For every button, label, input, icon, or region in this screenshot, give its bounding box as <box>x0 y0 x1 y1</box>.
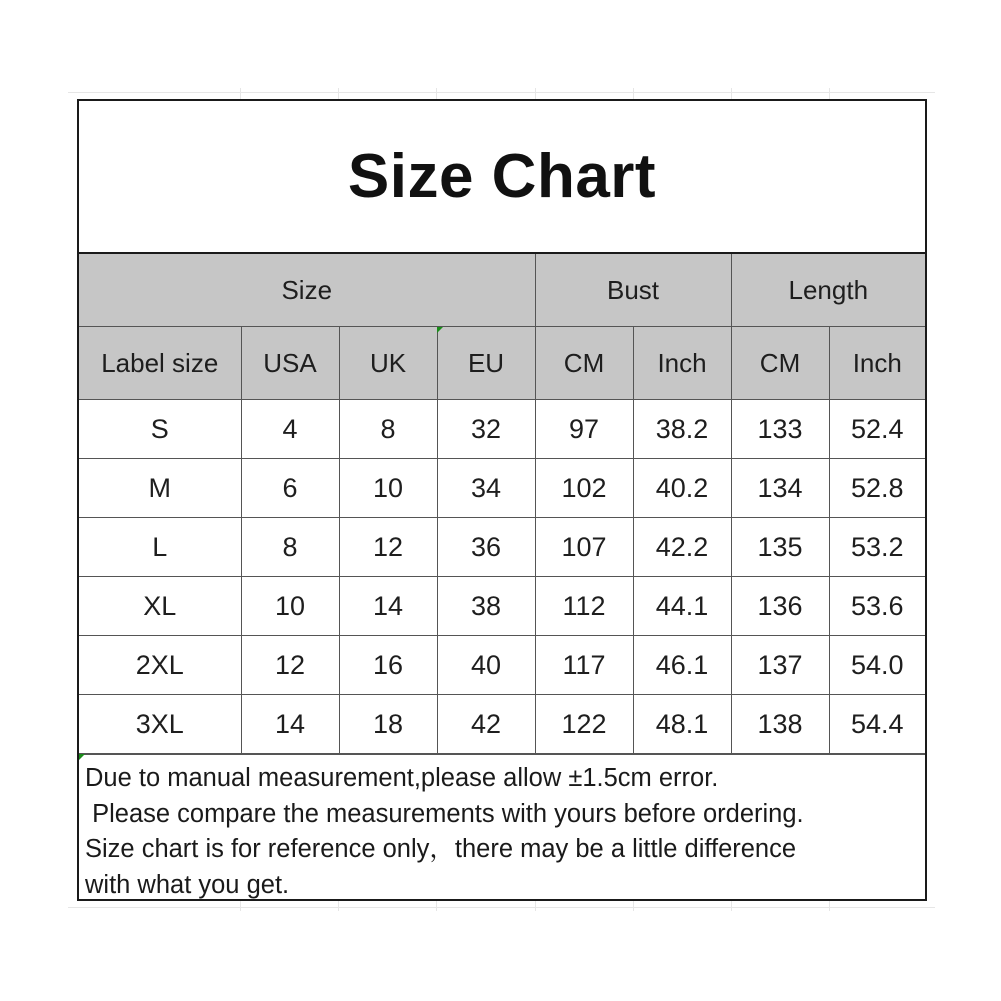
table-cell[interactable]: L <box>79 518 241 577</box>
table-cell[interactable]: 12 <box>241 636 339 695</box>
table-cell[interactable]: 133 <box>731 400 829 459</box>
note-cell[interactable] <box>79 754 925 899</box>
group-header-row <box>79 254 925 327</box>
table-cell[interactable]: 54.4 <box>829 695 925 754</box>
table-cell[interactable]: 107 <box>535 518 633 577</box>
table-row <box>79 518 925 577</box>
table-cell[interactable]: 40.2 <box>633 459 731 518</box>
column-header-eu[interactable]: EU <box>437 327 535 400</box>
table-cell[interactable]: 38.2 <box>633 400 731 459</box>
column-header-length-inch[interactable]: Inch <box>829 327 925 400</box>
table-row <box>79 636 925 695</box>
table-cell[interactable]: 136 <box>731 577 829 636</box>
table-cell[interactable]: 112 <box>535 577 633 636</box>
table-cell[interactable]: 53.2 <box>829 518 925 577</box>
table-cell[interactable]: 38 <box>437 577 535 636</box>
table-cell[interactable]: M <box>79 459 241 518</box>
page-title: Size Chart <box>347 142 657 211</box>
title-cell[interactable] <box>79 101 925 254</box>
table-row <box>79 577 925 636</box>
table-row <box>79 695 925 754</box>
table-cell[interactable]: S <box>79 400 241 459</box>
table-cell[interactable]: 32 <box>437 400 535 459</box>
cell-comment-marker <box>437 327 443 333</box>
table-cell[interactable]: 2XL <box>79 636 241 695</box>
table-cell[interactable]: 8 <box>241 518 339 577</box>
table-cell[interactable]: 52.8 <box>829 459 925 518</box>
table-cell[interactable]: 54.0 <box>829 636 925 695</box>
table-cell[interactable]: 97 <box>535 400 633 459</box>
table-cell[interactable]: XL <box>79 577 241 636</box>
table-cell[interactable]: 34 <box>437 459 535 518</box>
table-cell[interactable]: 10 <box>241 577 339 636</box>
table-cell[interactable]: 12 <box>339 518 437 577</box>
table-cell[interactable]: 138 <box>731 695 829 754</box>
table-cell[interactable]: 36 <box>437 518 535 577</box>
column-header-usa[interactable]: USA <box>241 327 339 400</box>
column-header-bust-cm[interactable]: CM <box>535 327 633 400</box>
column-header-bust-inch[interactable]: Inch <box>633 327 731 400</box>
table-cell[interactable]: 134 <box>731 459 829 518</box>
table-cell[interactable]: 42.2 <box>633 518 731 577</box>
table-cell[interactable]: 4 <box>241 400 339 459</box>
table-row <box>79 459 925 518</box>
size-chart-sheet <box>77 99 927 901</box>
note-line: Please compare the measurements with yours before ordering. <box>85 799 804 828</box>
column-header-uk[interactable]: UK <box>339 327 437 400</box>
table-cell[interactable]: 8 <box>339 400 437 459</box>
column-header-length-cm[interactable]: CM <box>731 327 829 400</box>
table-cell[interactable]: 46.1 <box>633 636 731 695</box>
table-cell[interactable]: 135 <box>731 518 829 577</box>
cell-comment-marker <box>79 754 85 760</box>
table-cell[interactable]: 117 <box>535 636 633 695</box>
table-cell[interactable]: 44.1 <box>633 577 731 636</box>
table-cell[interactable]: 53.6 <box>829 577 925 636</box>
note-line: with what you get. <box>85 870 290 899</box>
column-header-row <box>79 327 925 400</box>
sheet-gridline <box>68 92 935 93</box>
table-cell[interactable]: 6 <box>241 459 339 518</box>
group-header-bust[interactable]: Bust <box>535 254 731 327</box>
table-row <box>79 400 925 459</box>
column-header-label-size[interactable]: Label size <box>79 327 241 400</box>
note-line: Due to manual measurement,please allow ±1.5cm error. <box>85 764 719 792</box>
table-cell[interactable]: 14 <box>241 695 339 754</box>
table-cell[interactable]: 52.4 <box>829 400 925 459</box>
table-cell[interactable]: 48.1 <box>633 695 731 754</box>
table-cell[interactable]: 16 <box>339 636 437 695</box>
note-line: Size chart is for reference only，there may be a little difference <box>85 835 797 863</box>
table-cell[interactable]: 3XL <box>79 695 241 754</box>
table-cell[interactable]: 14 <box>339 577 437 636</box>
sheet-gridline <box>68 907 935 908</box>
table-cell[interactable]: 40 <box>437 636 535 695</box>
table-cell[interactable]: 122 <box>535 695 633 754</box>
table-cell[interactable]: 137 <box>731 636 829 695</box>
table-cell[interactable]: 42 <box>437 695 535 754</box>
size-table <box>79 254 925 754</box>
table-cell[interactable]: 18 <box>339 695 437 754</box>
group-header-length[interactable]: Length <box>731 254 925 327</box>
table-cell[interactable]: 102 <box>535 459 633 518</box>
group-header-size[interactable]: Size <box>79 254 535 327</box>
table-cell[interactable]: 10 <box>339 459 437 518</box>
